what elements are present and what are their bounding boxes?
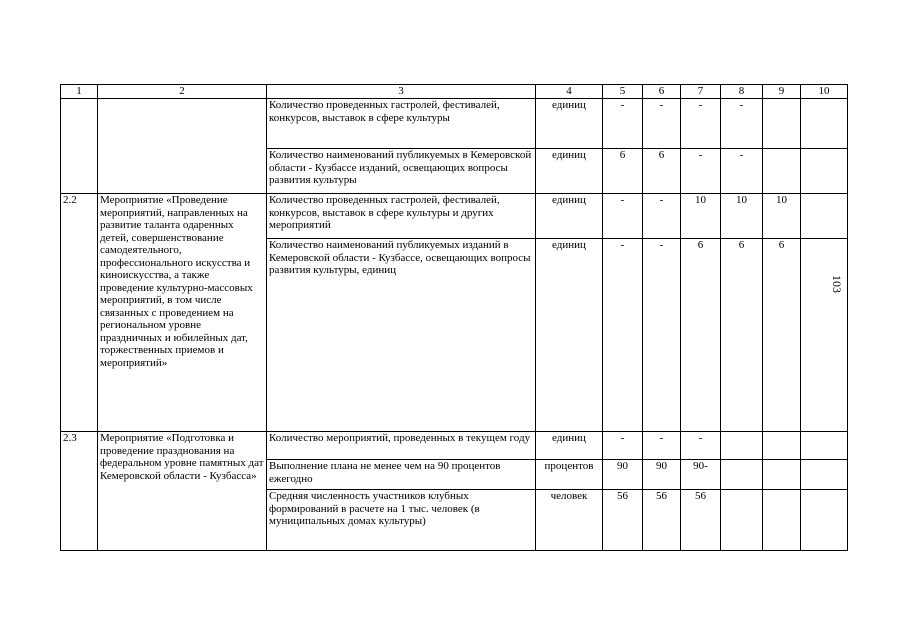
value-cell	[801, 490, 848, 551]
col-number: 9	[763, 85, 801, 99]
unit-cell: единиц	[536, 99, 603, 149]
value-cell	[763, 432, 801, 460]
unit-cell: человек	[536, 490, 603, 551]
value-cell	[763, 490, 801, 551]
value-cell	[801, 149, 848, 194]
table-row	[61, 432, 848, 460]
value-cell: -	[643, 239, 681, 432]
col-number: 2	[98, 85, 267, 99]
value-cell: 56	[643, 490, 681, 551]
value-cell: 6	[643, 149, 681, 194]
value-cell: 6	[681, 239, 721, 432]
col-number: 7	[681, 85, 721, 99]
indicator-name: Количество мероприятий, проведенных в текущем году	[267, 432, 536, 460]
value-cell: -	[643, 194, 681, 239]
value-cell: 6	[603, 149, 643, 194]
indicator-name: Количество наименований публикуемых в Кемеровской области - Кузбассе изданий, освещающих вопросы развития культуры	[267, 149, 536, 194]
unit-cell: единиц	[536, 239, 603, 432]
value-cell	[801, 460, 848, 490]
row-number-cell: 2.2	[61, 194, 98, 432]
value-cell: -	[681, 432, 721, 460]
event-cell: Мероприятие «Проведение мероприятий, направленных на развитие таланта одаренных детей, совершенствование самодеятельного, профессионального искусства и киноискусства, а также проведение культурно-массовых мероприятий, в том числе связанных с проведением на региональном уровне праздничных и юбилейных дат, торжественных приемов и мероприятий»	[98, 194, 267, 432]
col-number: 5	[603, 85, 643, 99]
value-cell: 90-	[681, 460, 721, 490]
col-number: 4	[536, 85, 603, 99]
indicator-name: Средняя численность участников клубных формирований в расчете на 1 тыс. человек (в муниципальных домах культуры)	[267, 490, 536, 551]
value-cell	[721, 432, 763, 460]
value-cell: -	[603, 194, 643, 239]
value-cell: -	[721, 99, 763, 149]
value-cell: -	[681, 149, 721, 194]
row-number-cell: 2.3	[61, 432, 98, 551]
value-cell	[801, 99, 848, 149]
value-cell: -	[603, 239, 643, 432]
value-cell: 10	[681, 194, 721, 239]
value-cell: -	[681, 99, 721, 149]
indicator-name: Выполнение плана не менее чем на 90 процентов ежегодно	[267, 460, 536, 490]
value-cell: 56	[681, 490, 721, 551]
col-number: 1	[61, 85, 98, 99]
value-cell: 90	[603, 460, 643, 490]
value-cell	[721, 490, 763, 551]
value-cell	[801, 432, 848, 460]
value-cell	[801, 194, 848, 239]
col-number: 6	[643, 85, 681, 99]
value-cell	[801, 239, 848, 432]
indicator-name: Количество наименований публикуемых изданий в Кемеровской области - Кузбассе, освещающих вопросы развития культуры, единиц	[267, 239, 536, 432]
program-table	[60, 84, 848, 551]
value-cell: -	[643, 432, 681, 460]
value-cell: -	[603, 432, 643, 460]
table-row	[61, 99, 848, 149]
value-cell	[763, 149, 801, 194]
unit-cell: процентов	[536, 460, 603, 490]
col-number: 10	[801, 85, 848, 99]
col-number: 3	[267, 85, 536, 99]
value-cell: -	[603, 99, 643, 149]
value-cell: 10	[763, 194, 801, 239]
col-number: 8	[721, 85, 763, 99]
value-cell: -	[721, 149, 763, 194]
value-cell	[763, 460, 801, 490]
indicator-name: Количество проведенных гастролей, фестивалей, конкурсов, выставок в сфере культуры и других мероприятий	[267, 194, 536, 239]
value-cell: 6	[721, 239, 763, 432]
row-number-cell	[61, 99, 98, 194]
event-cell: Мероприятие «Подготовка и проведение празднования на федеральном уровне памятных дат Кемеровской области - Кузбасса»	[98, 432, 267, 551]
unit-cell: единиц	[536, 432, 603, 460]
event-cell	[98, 99, 267, 194]
indicator-name: Количество проведенных гастролей, фестивалей, конкурсов, выставок в сфере культуры	[267, 99, 536, 149]
value-cell: 6	[763, 239, 801, 432]
value-cell: 10	[721, 194, 763, 239]
column-number-row	[61, 85, 848, 99]
unit-cell: единиц	[536, 149, 603, 194]
page-number: 103	[830, 275, 844, 293]
unit-cell: единиц	[536, 194, 603, 239]
table-row	[61, 194, 848, 239]
value-cell: 90	[643, 460, 681, 490]
value-cell: -	[643, 99, 681, 149]
value-cell	[763, 99, 801, 149]
value-cell	[721, 460, 763, 490]
value-cell: 56	[603, 490, 643, 551]
